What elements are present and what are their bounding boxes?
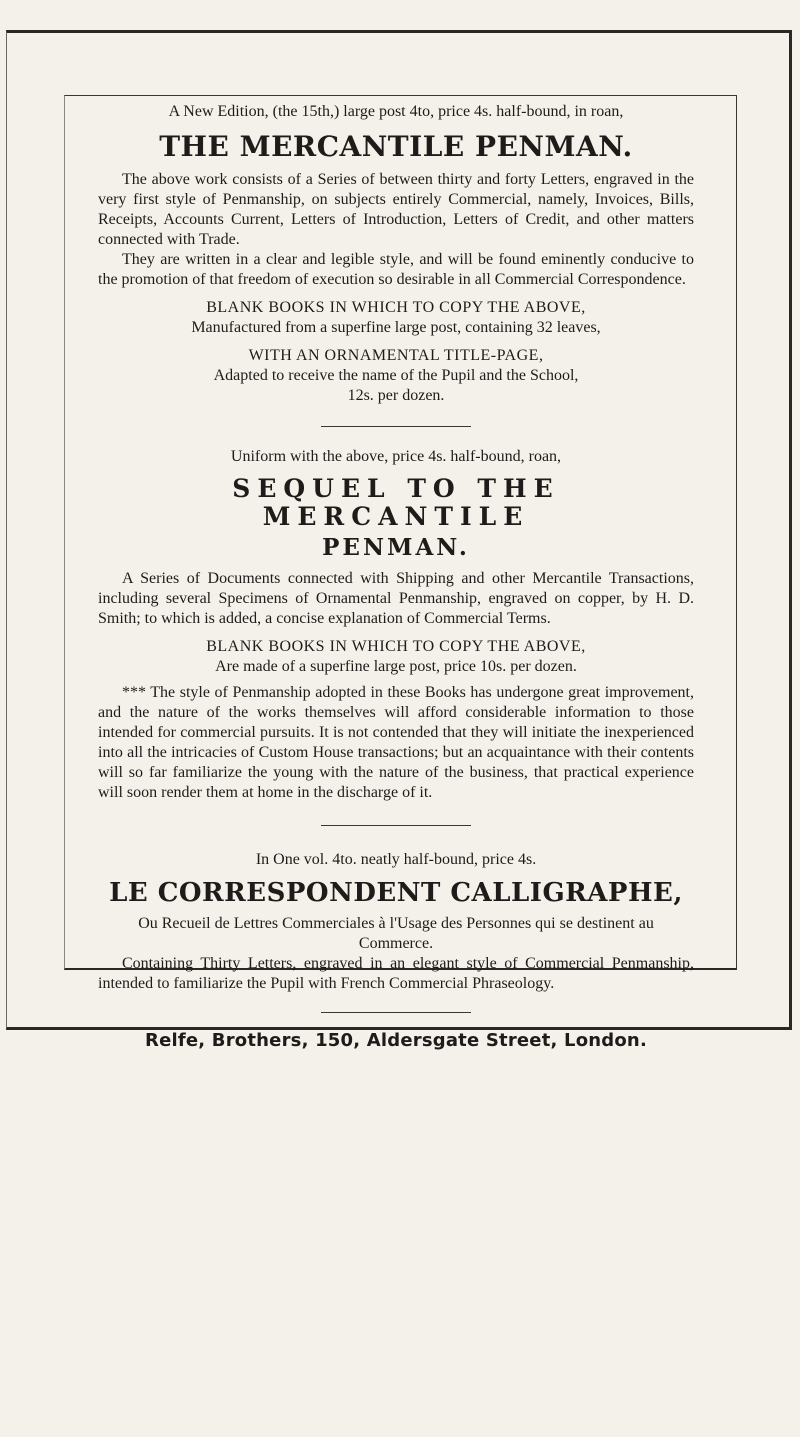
edition-line: A New Edition, (the 15th,) large post 4to, price 4s. half-bound, in roan,	[168, 103, 624, 120]
mercantile-penman-title: THE MERCANTILE PENMAN.	[159, 130, 633, 163]
blank-books-description: Manufactured from a superfine large post, containing 32 leaves,	[191, 319, 601, 336]
correspondent-description: Containing Thirty Letters, engraved in an elegant style of Commercial Penmanship, intended to familiarize the Pupil with French Commercial Phraseology.	[98, 955, 694, 992]
mercantile-penman-style-note: They are written in a clear and legible style, and will be found eminently conducive to the promotion of that freedom of execution so desirable in all Commercial Correspondence.	[98, 251, 694, 288]
mercantile-penman-description: The above work consists of a Series of between thirty and forty Letters, engraved in the very first style of Penmanship, on subjects entirely Commercial, namely, Invoices, Bills, Receipts, Accounts Current, Letters of Introduction, Letters of Credit, and other matters connected with Trade.	[98, 171, 694, 248]
ornamental-title-page-heading: WITH AN ORNAMENTAL TITLE-PAGE,	[248, 347, 544, 364]
divider	[321, 825, 471, 826]
divider	[321, 1012, 471, 1013]
advertisement-content	[98, 102, 694, 1053]
blank-books-heading: BLANK BOOKS IN WHICH TO COPY THE ABOVE,	[206, 299, 586, 316]
correspondent-edition-line: In One vol. 4to. neatly half-bound, price 4s.	[255, 851, 537, 868]
blank-books-price: 12s. per dozen.	[347, 387, 445, 404]
sequel-title-line2: PENMAN.	[322, 534, 470, 561]
adapted-line: Adapted to receive the name of the Pupil and the School,	[213, 367, 579, 384]
sequel-title-line1: SEQUEL TO THE MERCANTILE	[232, 474, 560, 531]
sequel-blank-books-heading: BLANK BOOKS IN WHICH TO COPY THE ABOVE,	[206, 638, 586, 655]
sequel-blank-books-price: Are made of a superfine large post, price 10s. per dozen.	[215, 658, 577, 675]
uniform-line: Uniform with the above, price 4s. half-bound, roan,	[230, 448, 562, 465]
sequel-description: A Series of Documents connected with Shipping and other Mercantile Transactions, including several Specimens of Ornamental Penmanship, engraved on copper, by H. D. Smith; to which is added, a concise explanation of Commercial Terms.	[98, 570, 694, 627]
divider	[321, 426, 471, 427]
correspondent-title: LE CORRESPONDENT CALLIGRAPHE,	[109, 878, 683, 908]
sequel-note: *** The style of Penmanship adopted in these Books has undergone great improvement, and the nature of the works themselves will afford considerable information to those intended for commercial pursuits. It is not contended that they will initiate the inexperienced into all the intricacies of Custom House transactions; but an acquaintance with their contents will so far familiarize the young with the nature of the business, that practical experience will soon render them at home in the discharge of it.	[98, 684, 694, 801]
publisher-imprint: Relfe, Brothers, 150, Aldersgate Street, London.	[145, 1030, 647, 1051]
correspondent-subtitle: Ou Recueil de Lettres Commerciales à l'Usage des Personnes qui se destinent au Commerce.	[138, 915, 654, 952]
